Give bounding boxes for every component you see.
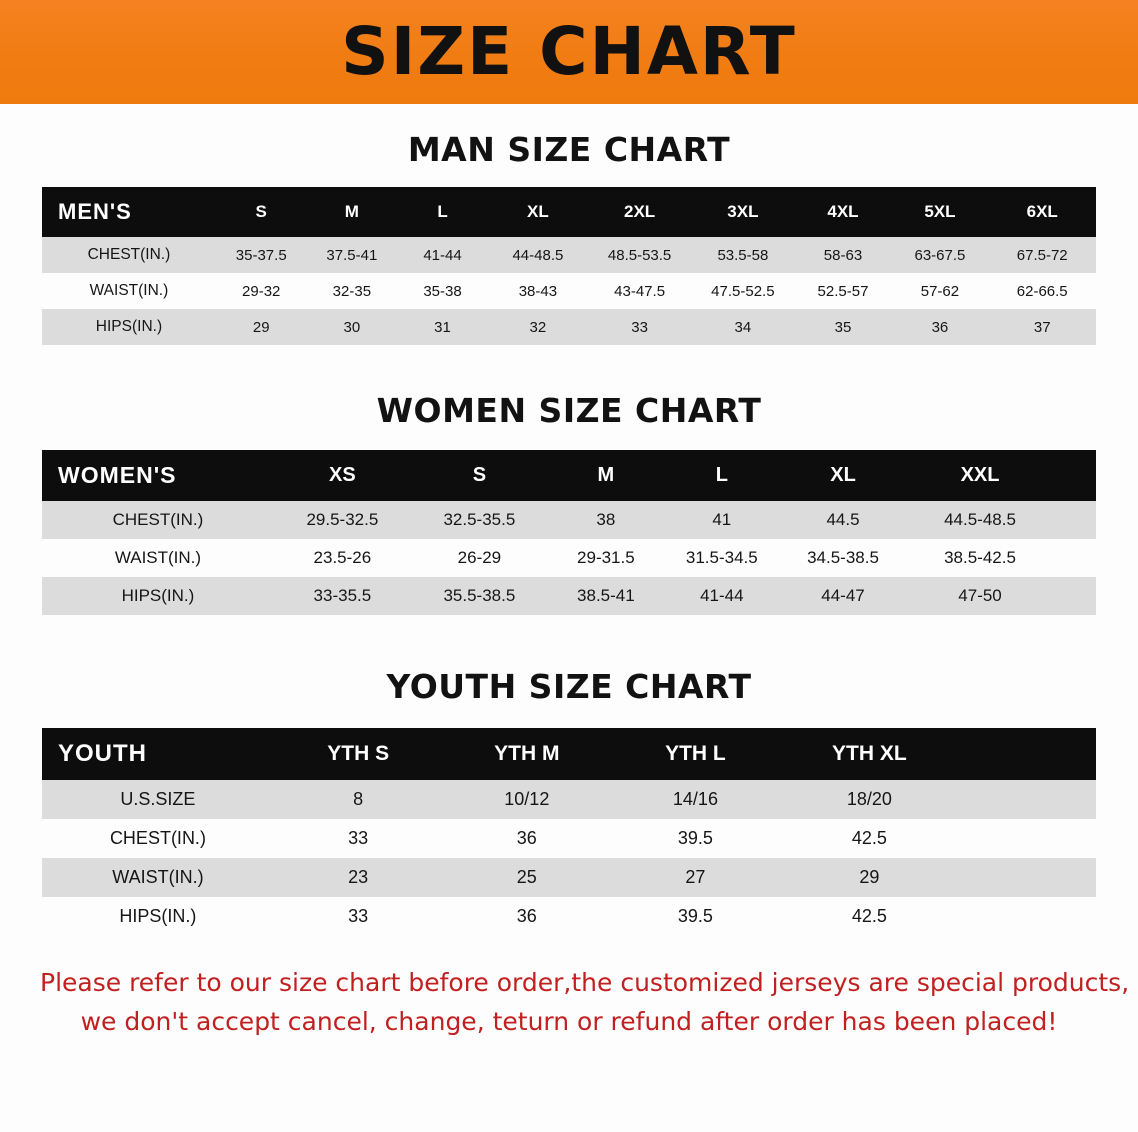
- cell: 27: [611, 858, 780, 897]
- table-header-row: [42, 187, 1096, 237]
- cell: 26-29: [411, 539, 548, 577]
- column-header-spacer: [1054, 450, 1096, 501]
- column-header: S: [216, 187, 307, 237]
- cell: 39.5: [611, 897, 780, 936]
- man-section-heading: MAN SIZE CHART: [407, 130, 731, 169]
- man-size-table: [42, 187, 1096, 345]
- column-header: 2XL: [588, 187, 691, 237]
- cell: 33-35.5: [274, 577, 411, 615]
- cell: 47.5-52.5: [691, 273, 794, 309]
- cell: 32.5-35.5: [411, 501, 548, 539]
- row-label: WAIST(IN.): [42, 539, 274, 577]
- column-header: MEN'S: [42, 187, 216, 237]
- cell: 32: [488, 309, 588, 345]
- cell: 62-66.5: [988, 273, 1096, 309]
- table-row: [42, 501, 1096, 539]
- table-row: [42, 309, 1096, 345]
- column-header: YTH M: [443, 728, 612, 780]
- row-label: WAIST(IN.): [42, 858, 274, 897]
- cell: 35: [795, 309, 892, 345]
- row-label: U.S.SIZE: [42, 780, 274, 819]
- column-header: YOUTH: [42, 728, 274, 780]
- cell: 42.5: [780, 819, 959, 858]
- cell: 31.5-34.5: [664, 539, 780, 577]
- column-header: 5XL: [891, 187, 988, 237]
- cell: 67.5-72: [988, 237, 1096, 273]
- cell: 44-48.5: [488, 237, 588, 273]
- cell: 38: [548, 501, 664, 539]
- disclaimer-line-1: Please refer to our size chart before order,the customized jerseys are special products,: [40, 968, 1130, 997]
- column-header: YTH S: [274, 728, 443, 780]
- row-label: CHEST(IN.): [42, 501, 274, 539]
- cell: 29-31.5: [548, 539, 664, 577]
- cell: 30: [307, 309, 398, 345]
- cell: 47-50: [906, 577, 1054, 615]
- column-header: XS: [274, 450, 411, 501]
- cell-spacer: [1054, 577, 1096, 615]
- cell: 41-44: [664, 577, 780, 615]
- table-header-row: [42, 450, 1096, 501]
- column-header-spacer: [959, 728, 1096, 780]
- table-row: [42, 819, 1096, 858]
- cell: 10/12: [443, 780, 612, 819]
- women-size-table: [42, 450, 1096, 615]
- cell: 33: [274, 897, 443, 936]
- cell: 23: [274, 858, 443, 897]
- cell-spacer: [1054, 539, 1096, 577]
- banner: [0, 0, 1138, 104]
- cell: 42.5: [780, 897, 959, 936]
- disclaimer-note: [40, 964, 1130, 1042]
- cell: 36: [443, 897, 612, 936]
- cell-spacer: [959, 858, 1096, 897]
- column-header: L: [397, 187, 488, 237]
- table-row: [42, 237, 1096, 273]
- column-header: YTH XL: [780, 728, 959, 780]
- column-header: XL: [488, 187, 588, 237]
- cell: 35.5-38.5: [411, 577, 548, 615]
- cell: 36: [891, 309, 988, 345]
- column-header: WOMEN'S: [42, 450, 274, 501]
- column-header: 4XL: [795, 187, 892, 237]
- banner-title: SIZE CHART: [341, 13, 797, 90]
- cell: 38.5-41: [548, 577, 664, 615]
- column-header: S: [411, 450, 548, 501]
- cell: 31: [397, 309, 488, 345]
- youth-table-wrap: [42, 728, 1096, 936]
- cell: 57-62: [891, 273, 988, 309]
- cell: 41-44: [397, 237, 488, 273]
- table-row: [42, 273, 1096, 309]
- column-header: 3XL: [691, 187, 794, 237]
- cell: 44-47: [780, 577, 906, 615]
- column-header: L: [664, 450, 780, 501]
- cell: 25: [443, 858, 612, 897]
- cell: 48.5-53.5: [588, 237, 691, 273]
- cell: 33: [274, 819, 443, 858]
- cell: 36: [443, 819, 612, 858]
- cell: 52.5-57: [795, 273, 892, 309]
- youth-section-heading: YOUTH SIZE CHART: [386, 667, 752, 706]
- table-row: [42, 780, 1096, 819]
- cell: 29: [780, 858, 959, 897]
- cell: 53.5-58: [691, 237, 794, 273]
- table-header-row: [42, 728, 1096, 780]
- cell: 23.5-26: [274, 539, 411, 577]
- cell: 18/20: [780, 780, 959, 819]
- column-header: XL: [780, 450, 906, 501]
- row-label: HIPS(IN.): [42, 309, 216, 345]
- cell: 34.5-38.5: [780, 539, 906, 577]
- cell: 33: [588, 309, 691, 345]
- cell: 43-47.5: [588, 273, 691, 309]
- cell: 14/16: [611, 780, 780, 819]
- cell: 44.5: [780, 501, 906, 539]
- row-label: CHEST(IN.): [42, 819, 274, 858]
- table-row: [42, 858, 1096, 897]
- cell: 38-43: [488, 273, 588, 309]
- column-header: 6XL: [988, 187, 1096, 237]
- column-header: M: [548, 450, 664, 501]
- man-table-wrap: [42, 187, 1096, 345]
- cell: 44.5-48.5: [906, 501, 1054, 539]
- column-header: M: [307, 187, 398, 237]
- cell-spacer: [1054, 501, 1096, 539]
- cell: 41: [664, 501, 780, 539]
- cell: 63-67.5: [891, 237, 988, 273]
- cell: 8: [274, 780, 443, 819]
- table-row: [42, 897, 1096, 936]
- cell: 29.5-32.5: [274, 501, 411, 539]
- cell: 29-32: [216, 273, 307, 309]
- cell: 35-38: [397, 273, 488, 309]
- youth-size-table: [42, 728, 1096, 936]
- row-label: CHEST(IN.): [42, 237, 216, 273]
- cell: 34: [691, 309, 794, 345]
- cell: 35-37.5: [216, 237, 307, 273]
- column-header: XXL: [906, 450, 1054, 501]
- cell: 32-35: [307, 273, 398, 309]
- women-table-wrap: [42, 450, 1096, 615]
- table-row: [42, 577, 1096, 615]
- cell-spacer: [959, 897, 1096, 936]
- women-section-heading: WOMEN SIZE CHART: [376, 391, 762, 430]
- cell-spacer: [959, 780, 1096, 819]
- row-label: HIPS(IN.): [42, 897, 274, 936]
- row-label: WAIST(IN.): [42, 273, 216, 309]
- cell: 38.5-42.5: [906, 539, 1054, 577]
- column-header: YTH L: [611, 728, 780, 780]
- table-row: [42, 539, 1096, 577]
- cell: 58-63: [795, 237, 892, 273]
- cell: 37: [988, 309, 1096, 345]
- disclaimer-line-2: we don't accept cancel, change, teturn or refund after order has been placed!: [80, 1006, 1058, 1036]
- cell: 29: [216, 309, 307, 345]
- cell: 39.5: [611, 819, 780, 858]
- cell: 37.5-41: [307, 237, 398, 273]
- cell-spacer: [959, 819, 1096, 858]
- row-label: HIPS(IN.): [42, 577, 274, 615]
